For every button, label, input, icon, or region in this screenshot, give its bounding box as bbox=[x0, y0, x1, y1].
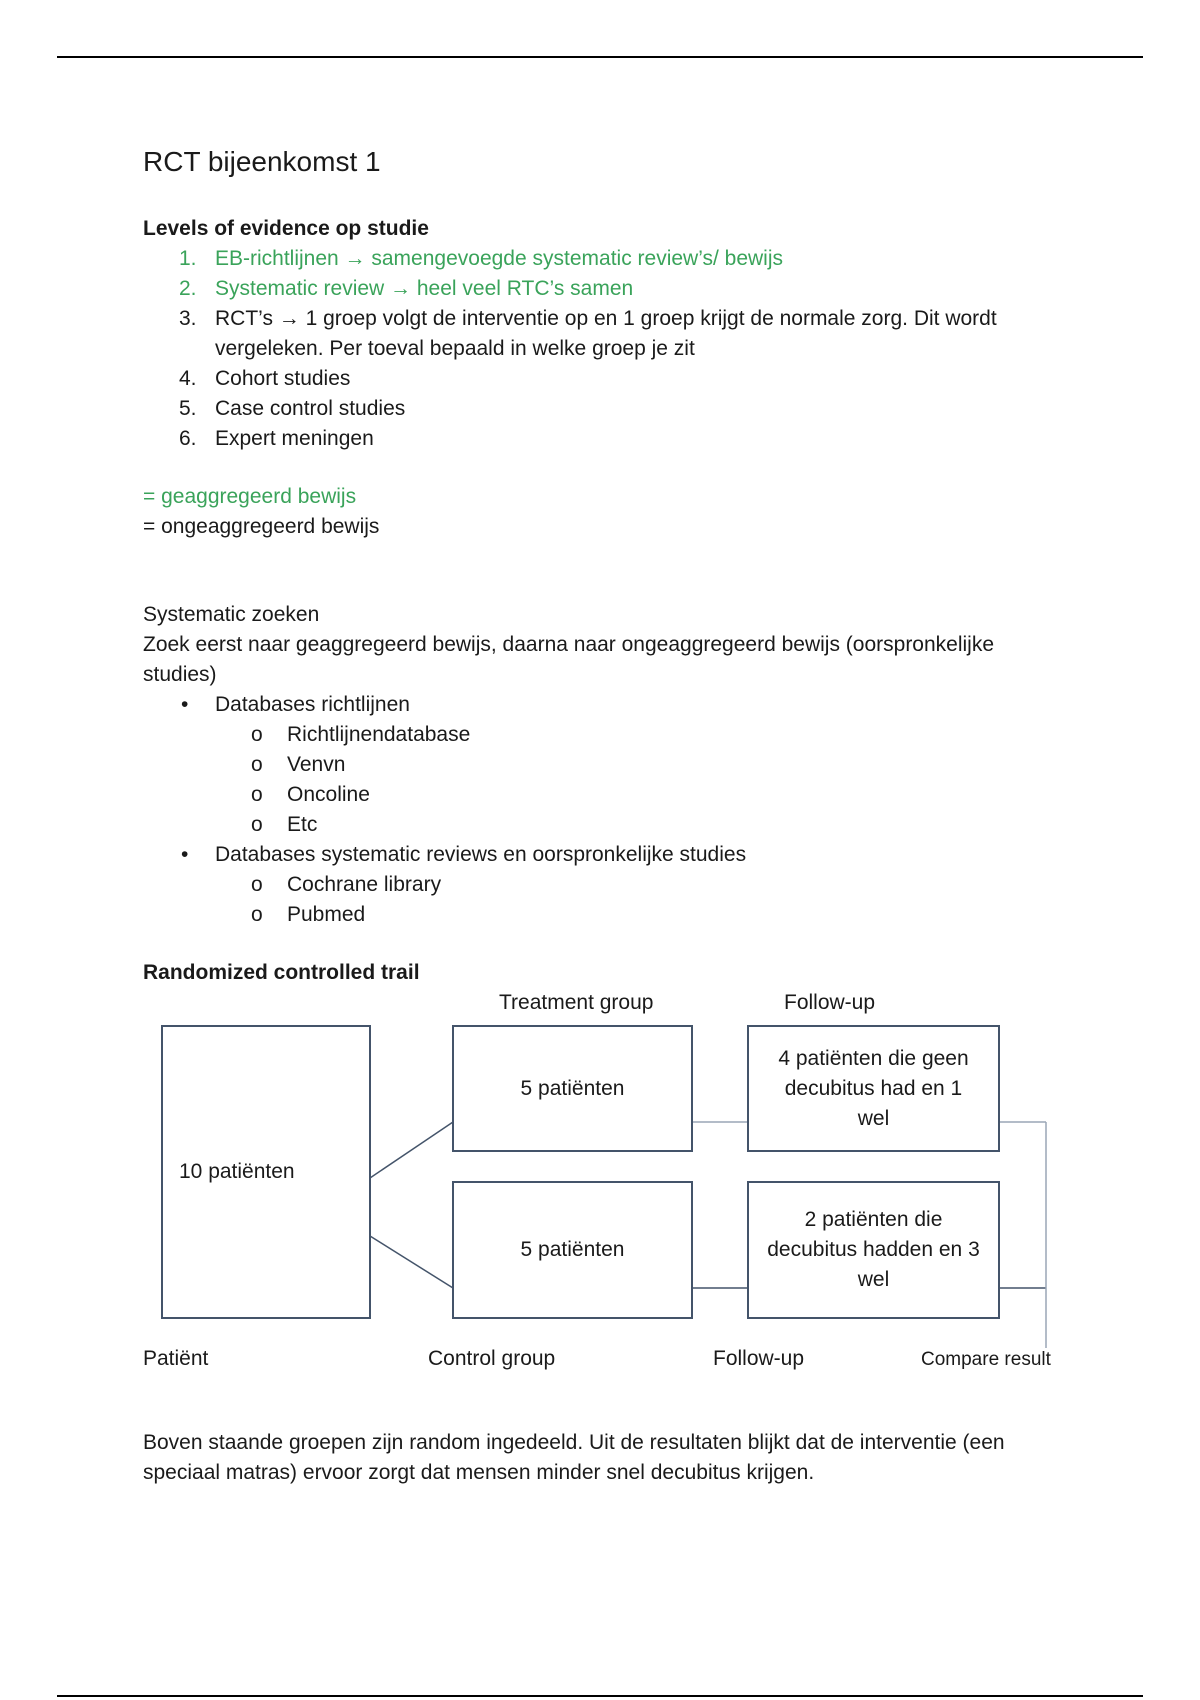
sub-list-item: o Pubmed bbox=[251, 903, 366, 926]
sub-list-item: o Cochrane library bbox=[251, 873, 442, 896]
search-list bbox=[143, 690, 1063, 930]
rct-conclusion: Boven staande groepen zijn random ingedeeld. Uit de resultaten blijkt dat de interventie (een speciaal matras) ervoor zorgt dat mensen minder snel decubitus krijgen. bbox=[143, 1431, 1005, 1484]
label-follow-up-top: Follow-up bbox=[784, 991, 876, 1014]
list-item: • Databases richtlijnen o Richtlijnendatabase o Venvn o Oncoline o Etc bbox=[143, 690, 1063, 840]
rct-heading: Randomized controlled trail bbox=[143, 961, 420, 984]
list-item: • Databases systematic reviews en oorspronkelijke studies o Cochrane library o Pubmed bbox=[143, 840, 1063, 930]
list-item: 4. Cohort studies bbox=[179, 367, 351, 390]
label-compare-result: Compare result bbox=[921, 1349, 1051, 1370]
connector-line bbox=[370, 1122, 453, 1178]
evidence-list bbox=[143, 244, 1063, 454]
legend-nonaggregated: = ongeaggregeerd bewijs bbox=[143, 515, 380, 538]
box-follow-up-top: 4 patiënten die geen decubitus had en 1 wel bbox=[747, 1025, 1000, 1152]
label-control-group: Control group bbox=[428, 1347, 556, 1370]
document-body bbox=[143, 140, 1063, 1488]
label-follow-up-bottom: Follow-up bbox=[713, 1347, 805, 1370]
label-treatment-group: Treatment group bbox=[499, 991, 654, 1014]
header-rule bbox=[57, 56, 1143, 58]
sub-list-item: o Venvn bbox=[251, 753, 346, 776]
box-follow-up-bottom: 2 patiënten die decubitus hadden en 3 wel bbox=[747, 1181, 1000, 1319]
list-item: 3. RCT’s → 1 groep volgt de interventie op en 1 groep krijgt de normale zorg. Dit wordt vergeleken. Per toeval bepaald in welke groep je zit bbox=[179, 307, 997, 360]
search-intro: Zoek eerst naar geaggregeerd bewijs, daarna naar ongeaggregeerd bewijs (oorspronkelijke studies) bbox=[143, 633, 995, 686]
sub-list-item: o Etc bbox=[251, 813, 318, 836]
connector-line bbox=[370, 1236, 453, 1288]
page-title: RCT bijeenkomst 1 bbox=[143, 146, 381, 177]
legend-aggregated: = geaggregeerd bewijs bbox=[143, 485, 357, 508]
box-patients: 10 patiënten bbox=[161, 1025, 371, 1319]
box-treatment: 5 patiënten bbox=[452, 1025, 693, 1152]
evidence-heading: Levels of evidence op studie bbox=[143, 217, 429, 240]
box-control: 5 patiënten bbox=[452, 1181, 693, 1319]
list-item: 2. Systematic review → heel veel RTC’s samen bbox=[179, 277, 634, 300]
search-heading: Systematic zoeken bbox=[143, 603, 320, 626]
footer-rule bbox=[57, 1695, 1143, 1697]
sub-list-item: o Oncoline bbox=[251, 783, 370, 806]
label-patient: Patiënt bbox=[143, 1347, 209, 1370]
list-item: 6. Expert meningen bbox=[179, 427, 374, 450]
sub-list-item: o Richtlijnendatabase bbox=[251, 723, 471, 746]
rct-diagram bbox=[143, 988, 1083, 1428]
list-item: 1. EB-richtlijnen → samengevoegde systematic review’s/ bewijs bbox=[179, 247, 784, 270]
list-item: 5. Case control studies bbox=[179, 397, 406, 420]
